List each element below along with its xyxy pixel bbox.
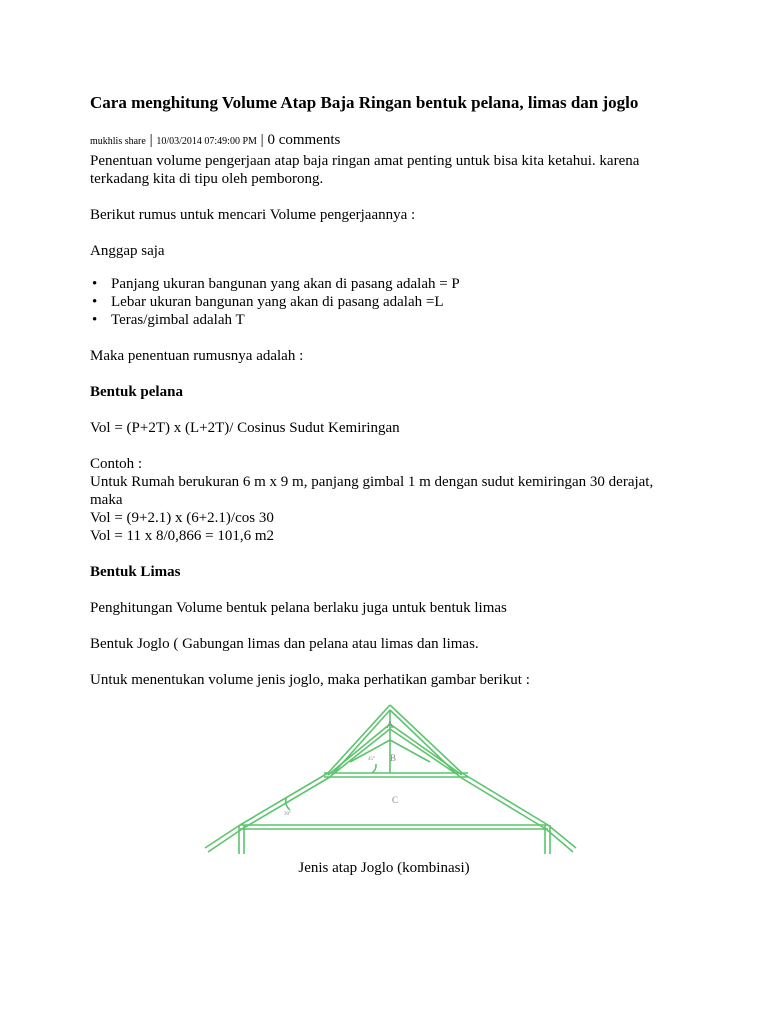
- meta-separator: |: [145, 132, 157, 148]
- post-meta: [90, 131, 340, 151]
- label-c: C: [391, 795, 399, 805]
- post-datetime[interactable]: 10/03/2014 07:49:00 PM: [156, 136, 257, 147]
- list-item: • Teras/gimbal adalah T: [90, 311, 460, 329]
- angle-upper-label: 45°: [368, 757, 375, 762]
- angle-lower-label: 30°: [284, 812, 291, 817]
- figure-caption: Jenis atap Joglo (kombinasi): [298, 860, 470, 876]
- list-item: • Panjang ukuran bangunan yang akan di pasang adalah = P: [90, 275, 460, 293]
- assume-text: Anggap saja: [90, 243, 165, 259]
- pelana-formula: Vol = (P+2T) x (L+2T)/ Cosinus Sudut Kemiringan: [90, 420, 400, 436]
- joglo-roof-diagram: [200, 702, 580, 858]
- page-title: Cara menghitung Volume Atap Baja Ringan bentuk pelana, limas dan joglo: [90, 93, 639, 112]
- joglo-text: Bentuk Joglo ( Gabungan limas dan pelana atau limas dan limas.: [90, 636, 479, 652]
- example-line-2: maka: [90, 492, 123, 508]
- variable-list: [90, 275, 460, 329]
- formula-intro: Berikut rumus untuk mencari Volume pengerjaannya :: [90, 207, 416, 223]
- intro-line-1: Penentuan volume pengerjaan atap baja ringan amat penting untuk bisa kita ketahui. karena: [90, 153, 640, 169]
- author-link[interactable]: mukhlis share: [90, 136, 146, 147]
- pelana-heading: Bentuk pelana: [90, 384, 183, 400]
- example-line-1: Untuk Rumah berukuran 6 m x 9 m, panjang gimbal 1 m dengan sudut kemiringan 30 derajat,: [90, 474, 654, 490]
- conclusion-text: Maka penentuan rumusnya adalah :: [90, 348, 304, 364]
- limas-text: Penghitungan Volume bentuk pelana berlaku juga untuk bentuk limas: [90, 600, 507, 616]
- list-item: • Lebar ukuran bangunan yang akan di pasang adalah =L: [90, 293, 460, 311]
- label-b: B: [389, 753, 397, 763]
- label-a: A: [386, 720, 394, 731]
- joglo-instruction: Untuk menentukan volume jenis joglo, maka perhatikan gambar berikut :: [90, 672, 530, 688]
- calc-line-1: Vol = (9+2.1) x (6+2.1)/cos 30: [90, 510, 274, 526]
- intro-line-2: terkadang kita di tipu oleh pemborong.: [90, 171, 324, 187]
- meta-separator: |: [256, 132, 268, 148]
- calc-line-2: Vol = 11 x 8/0,866 = 101,6 m2: [90, 528, 275, 544]
- example-label: Contoh :: [90, 456, 143, 472]
- comments-link[interactable]: 0 comments: [267, 132, 341, 148]
- limas-heading: Bentuk Limas: [90, 564, 181, 580]
